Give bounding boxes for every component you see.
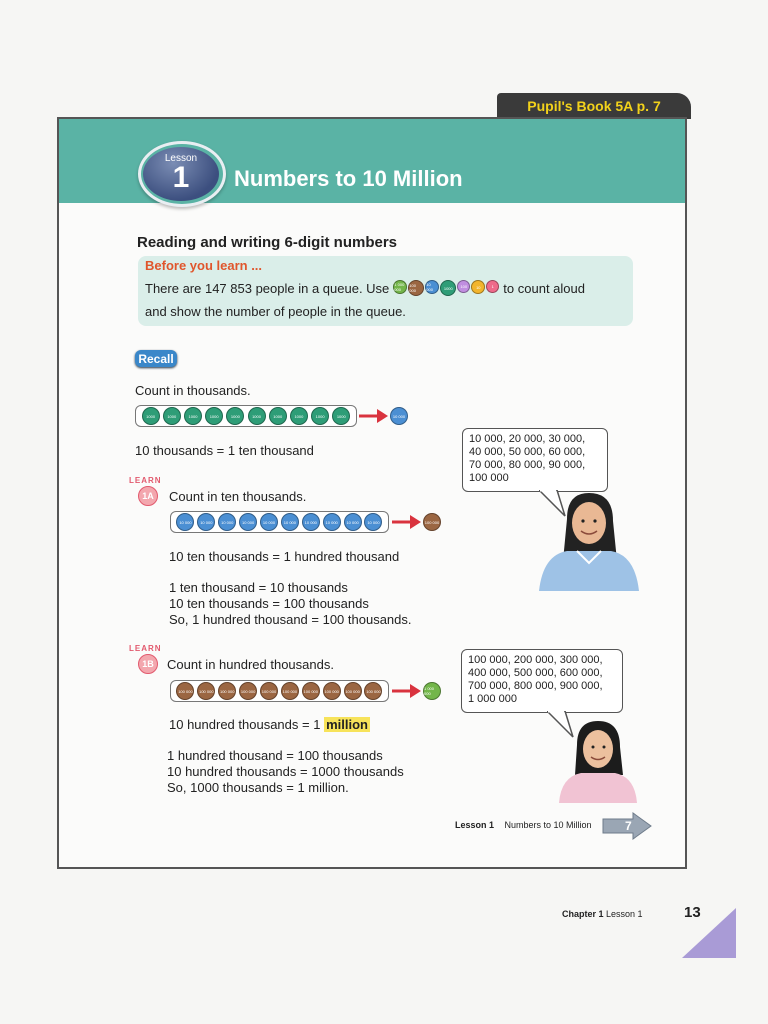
outer-footer-chapter: Chapter 1 <box>562 909 604 919</box>
recall-result-coin: 10 000 <box>390 407 408 425</box>
recall-coin: 1000 <box>205 407 223 425</box>
learn-1b-count-text: Count in hundred thousands. <box>167 657 334 672</box>
learn-1a-coin: 10 000 <box>323 513 341 531</box>
learn-1b-line: So, 1000 thousands = 1 million. <box>167 780 349 795</box>
bubble-1-line: 10 000, 20 000, 30 000, <box>469 433 586 445</box>
recall-equation: 10 thousands = 1 ten thousand <box>135 443 314 458</box>
page-number: 13 <box>684 904 701 921</box>
bubble-1-line: 40 000, 50 000, 60 000, <box>469 446 586 458</box>
learn-1b-coin: 100 000 <box>323 682 341 700</box>
learn-1b-equation <box>169 717 370 732</box>
before-you-learn-text-start: There are 147 853 people in a queue. Use <box>145 280 390 296</box>
recall-label: Recall <box>135 350 177 367</box>
right-arrow-icon <box>359 406 389 426</box>
lesson-banner <box>59 119 685 203</box>
right-arrow-icon <box>392 512 422 532</box>
coin-100: 100 <box>457 280 470 293</box>
learn-1a-badge <box>131 478 163 508</box>
learn-1a-coin: 10 000 <box>176 513 194 531</box>
learn-1b-badge <box>131 646 163 676</box>
bubble-2-line: 400 000, 500 000, 600 000, <box>468 667 603 679</box>
student-girl-illustration <box>537 491 641 591</box>
learn-1a-count-text: Count in ten thousands. <box>169 489 307 504</box>
student-girl-illustration <box>553 719 643 803</box>
learn-1b-equation-prefix: 10 hundred thousands = 1 <box>169 717 321 732</box>
learn-1a-coin: 10 000 <box>302 513 320 531</box>
learn-1a-coin: 10 000 <box>218 513 236 531</box>
learn-1a-coin: 10 000 <box>344 513 362 531</box>
learn-1a-coin-row <box>170 511 389 533</box>
recall-coin: 1000 <box>269 407 287 425</box>
outer-footer <box>562 909 643 919</box>
recall-count-text: Count in thousands. <box>135 383 251 398</box>
coin-1: 1 <box>486 280 499 293</box>
learn-1a-coin: 10 000 <box>364 513 382 531</box>
learn-1a-coin: 10 000 <box>197 513 215 531</box>
coin-100000: 100 000 <box>408 280 424 296</box>
bubble-2-line: 1 000 000 <box>468 693 517 705</box>
inner-footer-lesson: Lesson 1 <box>455 820 495 830</box>
before-you-learn-title: Before you learn ... <box>145 258 263 273</box>
inner-page-number: 7 <box>625 819 632 833</box>
recall-coin: 1000 <box>332 407 350 425</box>
learn-1b-result-coin: 1 000 000 <box>423 682 441 700</box>
coin-10: 10 <box>471 280 485 294</box>
place-value-coin-set <box>393 280 499 296</box>
pupils-book-tab: Pupil's Book 5A p. 7 <box>497 93 691 119</box>
inner-footer <box>455 820 592 830</box>
section-heading: Reading and writing 6-digit numbers <box>137 234 398 251</box>
learn-1a-result-coin: 100 000 <box>423 513 441 531</box>
learn-1b-coin: 100 000 <box>364 682 382 700</box>
learn-1b-coin: 100 000 <box>281 682 299 700</box>
learn-code: 1B <box>138 654 158 674</box>
right-arrow-icon <box>392 681 422 701</box>
corner-triangle <box>682 908 736 958</box>
learn-1a-coin: 10 000 <box>260 513 278 531</box>
bubble-2-line: 700 000, 800 000, 900 000, <box>468 680 603 692</box>
coin-1000: 1000 <box>440 280 456 296</box>
speech-bubble-1 <box>462 428 608 492</box>
learn-1b-coin: 100 000 <box>176 682 194 700</box>
bubble-1-line: 100 000 <box>469 472 509 484</box>
before-you-learn-line-1 <box>145 280 585 296</box>
learn-1b-coin-row <box>170 680 389 702</box>
learn-tag: LEARN <box>129 476 162 485</box>
learn-1b-line: 10 hundred thousands = 1000 thousands <box>167 764 404 779</box>
learn-tag: LEARN <box>129 644 162 653</box>
lesson-title: Numbers to 10 Million <box>234 166 463 191</box>
recall-coin: 1000 <box>142 407 160 425</box>
recall-coin: 1000 <box>226 407 244 425</box>
learn-1b-coin: 100 000 <box>260 682 278 700</box>
learn-1a-line: 1 ten thousand = 10 thousands <box>169 580 348 595</box>
recall-coin-row <box>135 405 357 427</box>
inner-footer-title: Numbers to 10 Million <box>504 820 592 830</box>
learn-1a-line: So, 1 hundred thousand = 100 thousands. <box>169 612 412 627</box>
speech-bubble-2 <box>461 649 623 713</box>
learn-1b-coin: 100 000 <box>239 682 257 700</box>
bubble-1-line: 70 000, 80 000, 90 000, <box>469 459 586 471</box>
million-highlight: million <box>326 717 368 732</box>
recall-coin: 1000 <box>163 407 181 425</box>
learn-1b-line: 1 hundred thousand = 100 thousands <box>167 748 383 763</box>
bubble-2-line: 100 000, 200 000, 300 000, <box>468 654 603 666</box>
lesson-badge <box>143 147 219 201</box>
learn-1a-line: 10 ten thousands = 100 thousands <box>169 596 369 611</box>
outer-footer-lesson: Lesson 1 <box>606 909 643 919</box>
learn-1a-equation: 10 ten thousands = 1 hundred thousand <box>169 549 400 564</box>
coin-1000000: 1 000 000 <box>393 280 407 294</box>
lesson-badge-word: Lesson <box>164 153 198 164</box>
learn-code: 1A <box>138 486 158 506</box>
recall-coin: 1000 <box>248 407 266 425</box>
before-you-learn-text-end: to count aloud <box>503 280 585 296</box>
recall-coin: 1000 <box>311 407 329 425</box>
recall-coin: 1000 <box>290 407 308 425</box>
learn-1b-coin: 100 000 <box>218 682 236 700</box>
learn-1b-coin: 100 000 <box>302 682 320 700</box>
learn-1b-coin: 100 000 <box>197 682 215 700</box>
page-frame <box>57 117 687 869</box>
before-you-learn-box <box>138 256 633 326</box>
recall-coin: 1000 <box>184 407 202 425</box>
learn-1a-coin: 10 000 <box>239 513 257 531</box>
coin-10000: 10 000 <box>425 280 439 294</box>
lesson-badge-number: 1 <box>172 161 190 194</box>
learn-1a-coin: 10 000 <box>281 513 299 531</box>
learn-1b-coin: 100 000 <box>344 682 362 700</box>
before-you-learn-line-2: and show the number of people in the queue. <box>145 304 406 319</box>
